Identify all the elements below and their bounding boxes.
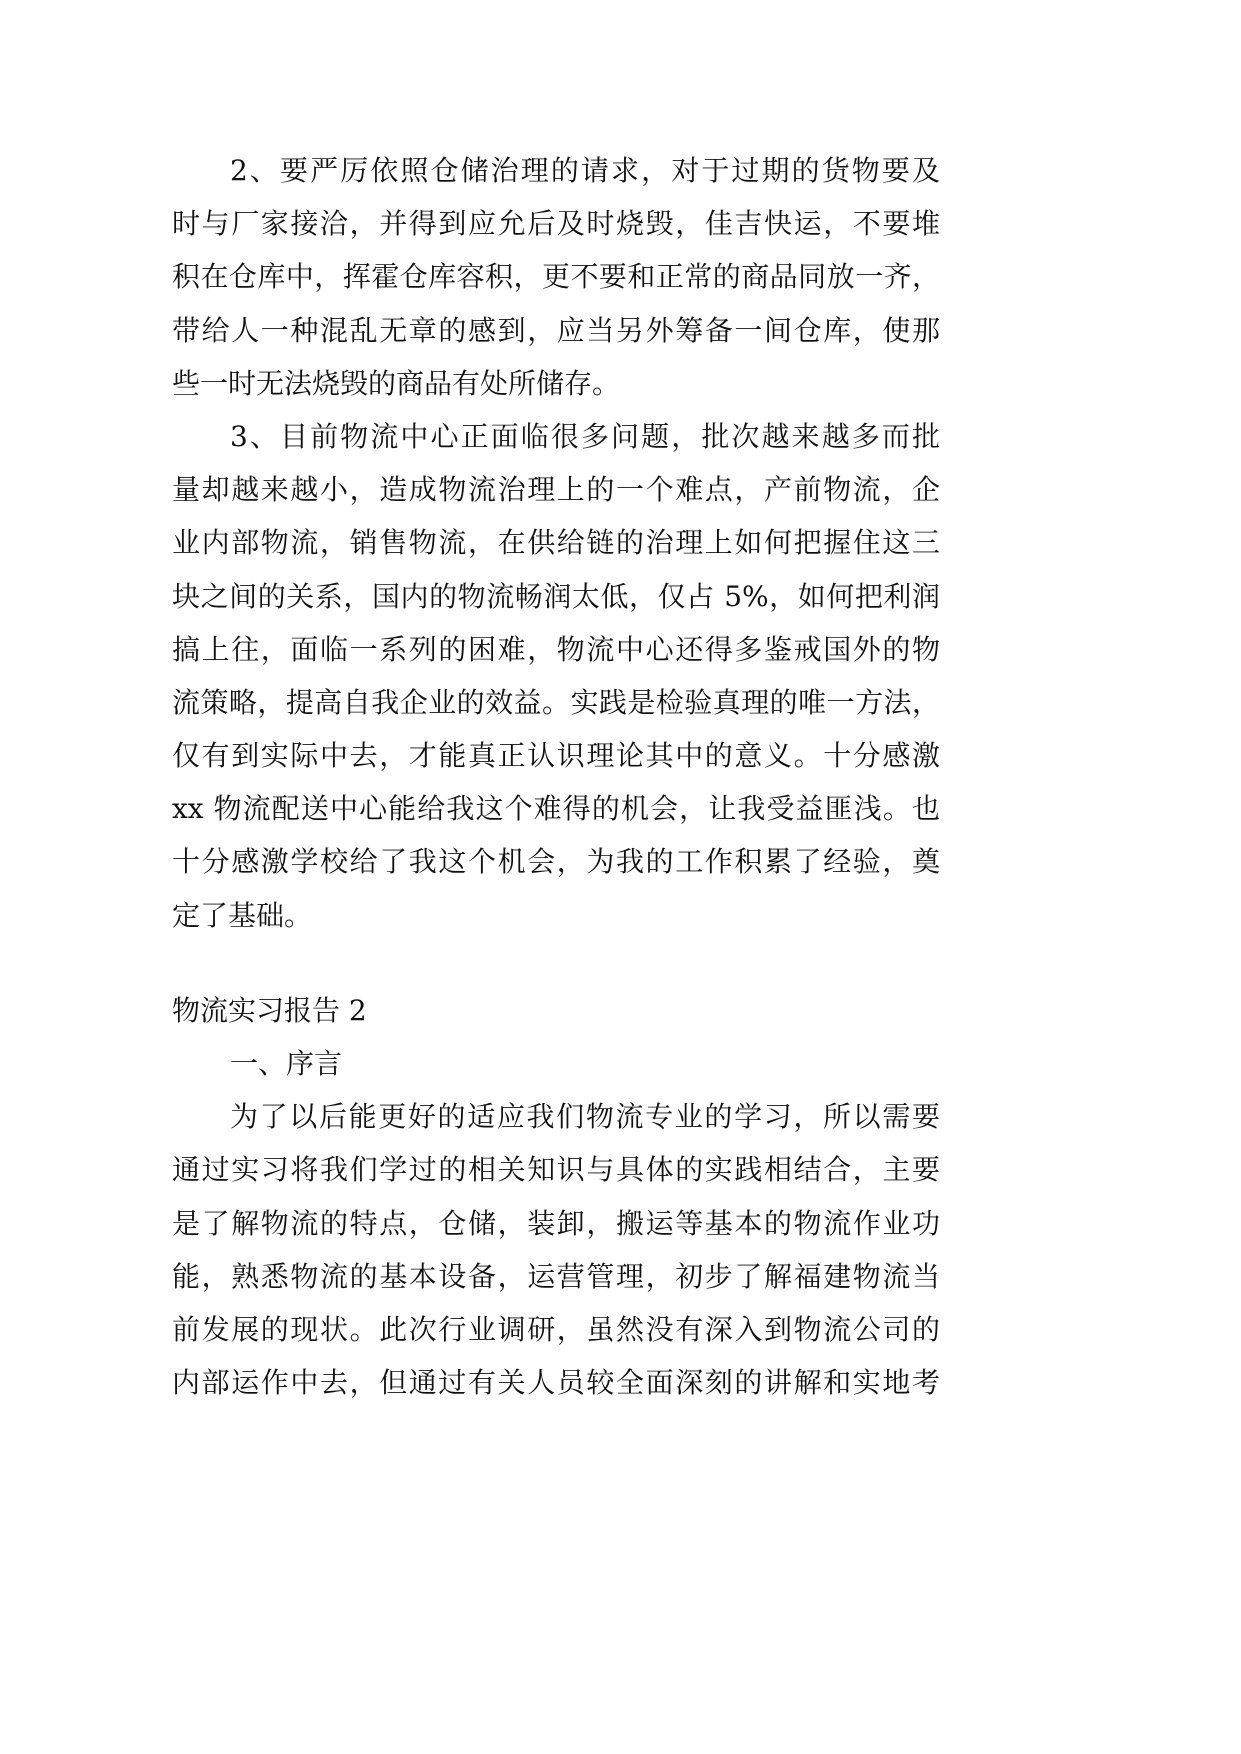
- text-line: 块之间的关系，国内的物流畅润太低，仅占 5%，如何把利润: [172, 579, 940, 613]
- text-line: 十分感激学校给了我这个机会，为我的工作积累了经验，奠: [172, 845, 940, 879]
- text-line: 为了以后能更好的适应我们物流专业的学习，所以需要: [230, 1100, 940, 1134]
- text-line: 通过实习将我们学过的相关知识与具体的实践相结合，主要: [172, 1153, 940, 1187]
- text-line: 定了基础。: [172, 898, 313, 932]
- text-line: 3、目前物流中心正面临很多问题，批次越来越多而批: [230, 419, 940, 453]
- text-line: 是了解物流的特点，仓储，装卸，搬运等基本的物流作业功: [172, 1206, 940, 1240]
- preface-paragraph: [172, 1090, 940, 1409]
- text-line: 前发展的现状。此次行业调研，虽然没有深入到物流公司的: [172, 1312, 940, 1346]
- text-line: 搞上往，面临一系列的困难，物流中心还得多鉴戒国外的物: [172, 632, 940, 666]
- text-line: xx 物流配送中心能给我这个难得的机会，让我受益匪浅。也: [172, 792, 940, 826]
- text-line: 业内部物流，销售物流，在供给链的治理上如何把握住这三: [172, 526, 940, 560]
- spacer: [172, 942, 940, 984]
- text-line: 量却越来越小，造成物流治理上的一个难点，产前物流，企: [172, 473, 940, 507]
- paragraph-item-2: [172, 144, 940, 410]
- report-title: 物流实习报告 2: [172, 993, 367, 1027]
- text-line: 流策略，提高自我企业的效益。实践是检验真理的唯一方法，: [172, 685, 940, 719]
- text-line: 时与厂家接洽，并得到应允后及时烧毁，佳吉快运，不要堆: [172, 207, 940, 241]
- text-line: 能，熟悉物流的基本设备，运营管理，初步了解福建物流当: [172, 1259, 940, 1293]
- document-page: [172, 144, 940, 1409]
- paragraph-item-3: [172, 410, 940, 942]
- text-line: 积在仓库中，挥霍仓库容积，更不要和正常的商品同放一齐，: [172, 260, 940, 294]
- text-line: 内部运作中去，但通过有关人员较全面深刻的讲解和实地考: [172, 1366, 940, 1400]
- text-line: 2、要严厉依照仓储治理的请求，对于过期的货物要及: [230, 154, 940, 187]
- text-line: 带给人一种混乱无章的感到，应当另外筹备一间仓库，使那: [172, 313, 940, 347]
- text-line: 仅有到实际中去，才能真正认识理论其中的意义。十分感激: [172, 739, 940, 773]
- text-line: 些一时无法烧毁的商品有处所储存。: [172, 366, 621, 400]
- section-heading: 一、序言: [230, 1047, 343, 1080]
